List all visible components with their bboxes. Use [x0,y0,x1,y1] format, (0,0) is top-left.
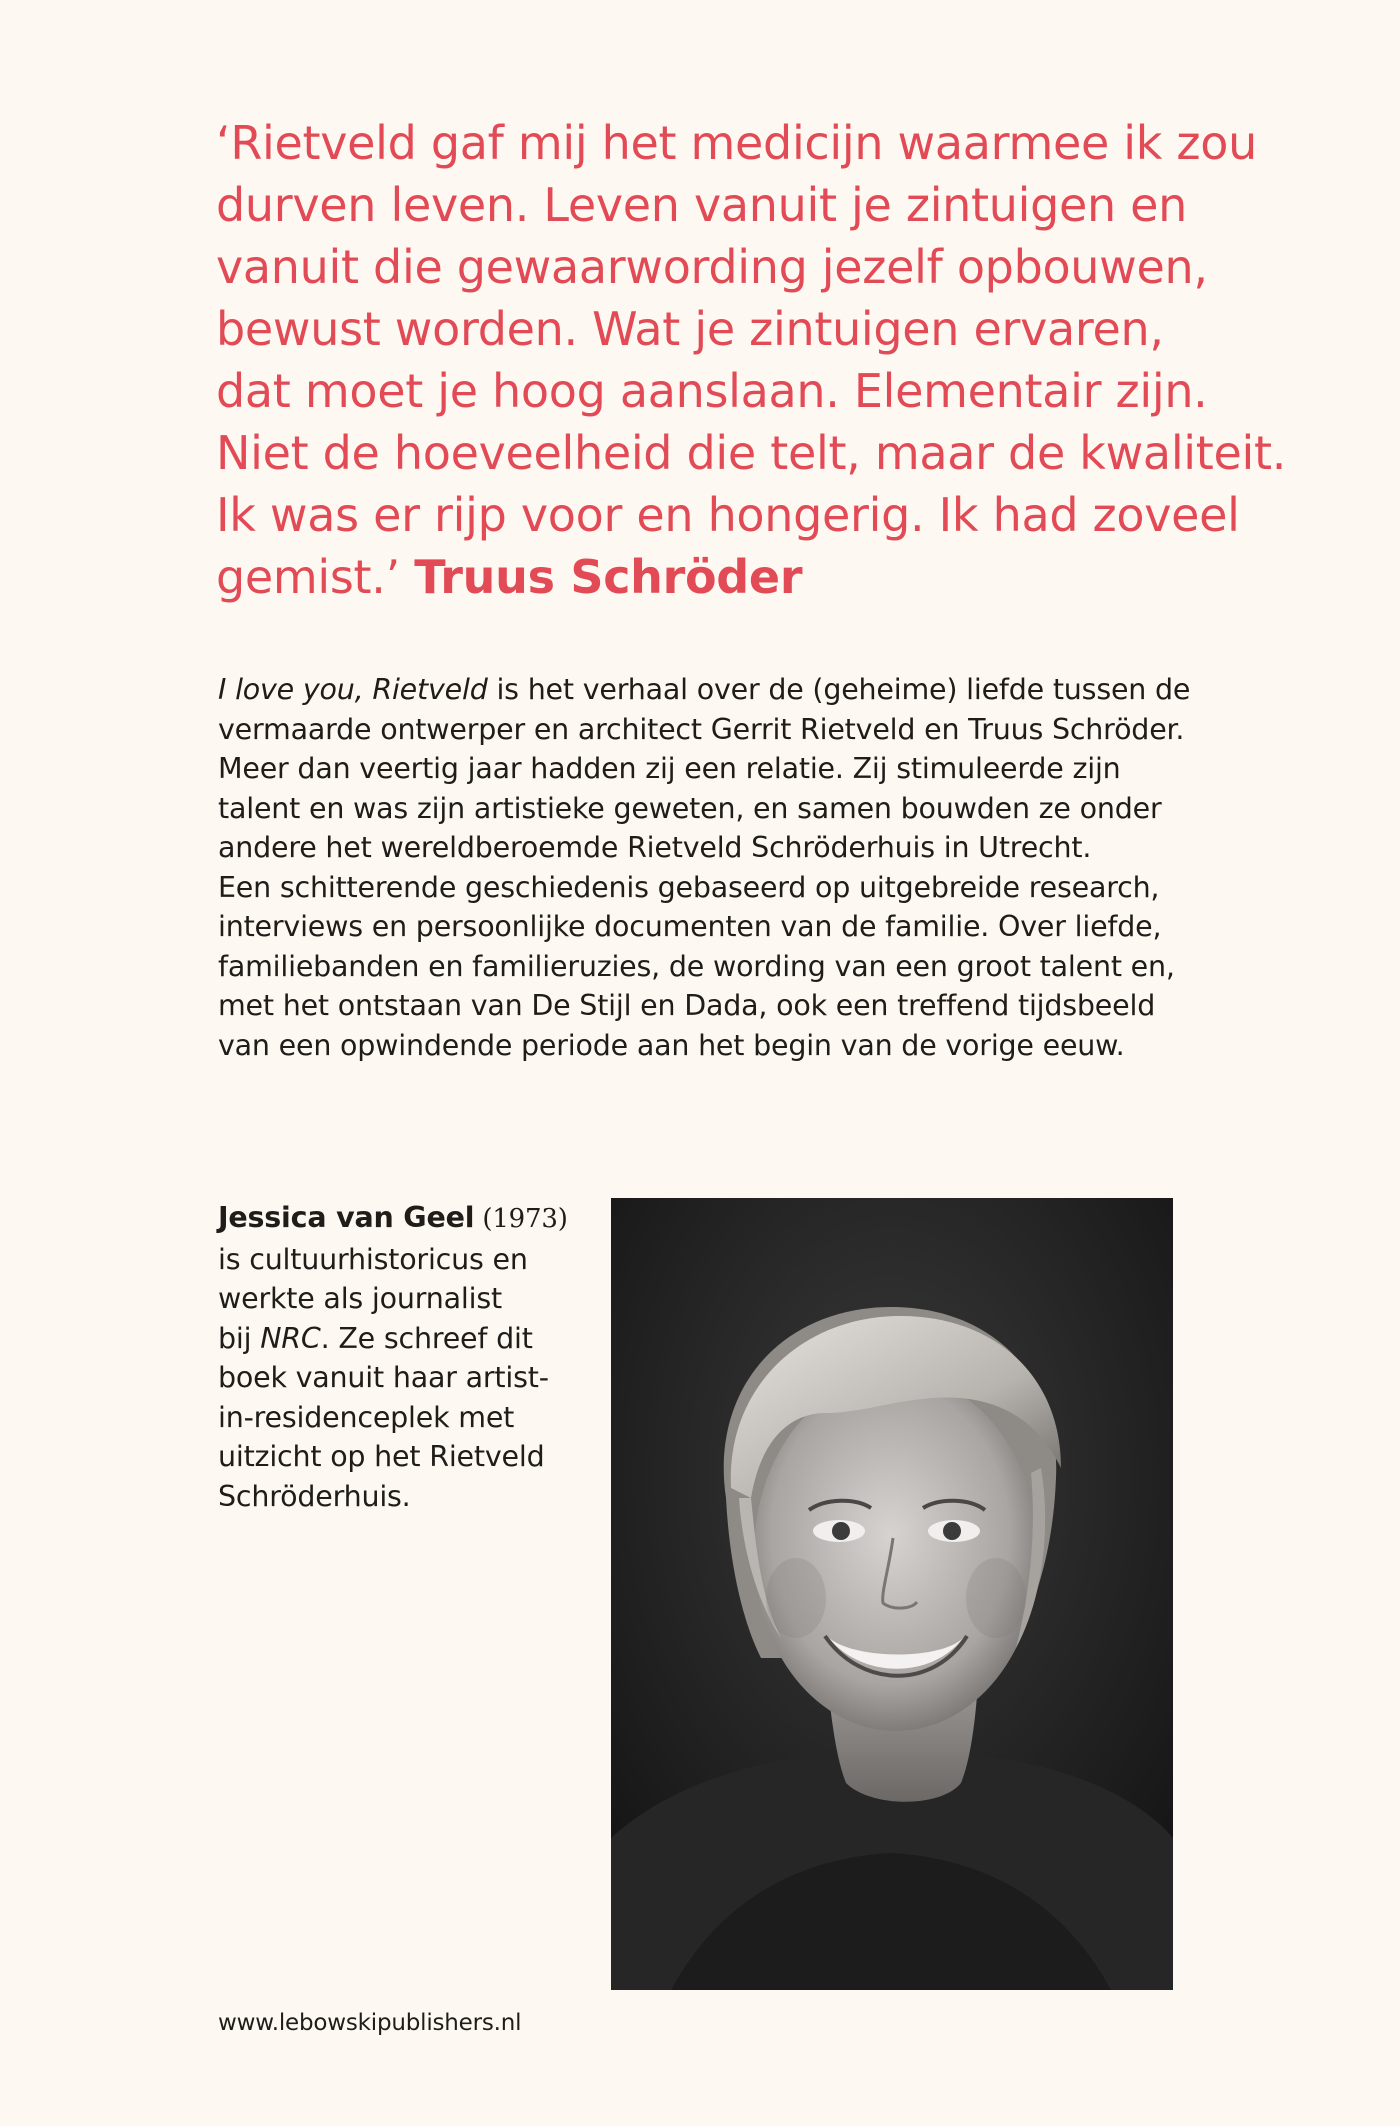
author-birth-year: (1973) [474,1204,568,1234]
quote-last-line [216,546,1216,608]
quote-line-end: gemist.’ [216,550,415,604]
blurb-line: interviews en persoonlijke documenten van de familie. Over liefde, [218,910,1162,943]
book-title: I love you, Rietveld [218,673,488,706]
blurb-line: talent en was zijn artistieke geweten, en samen bouwden ze onder [218,791,1162,825]
blurb-line: familiebanden en familieruzies, de wording van een groot talent en, [218,949,1175,983]
quote-line: vanuit die gewaarwording jezelf opbouwen, [216,240,1208,294]
publisher-website: www.lebowskipublishers.nl [218,2010,522,2036]
newspaper-name: NRC [260,1321,321,1355]
quote-attribution: Truus Schröder [414,550,803,604]
quote-line: Niet de hoeveelheid die telt, maar de kwaliteit. [216,426,1287,480]
bio-line: Schröderhuis. [218,1479,411,1513]
bio-first-line [218,1198,588,1240]
pull-quote [216,112,1287,608]
quote-line: durven leven. Leven vanuit je zintuigen en [216,178,1188,232]
author-photo [611,1198,1173,1990]
bio-line: boek vanuit haar artist- [218,1361,549,1394]
bio-line: uitzicht op het Rietveld [218,1440,545,1473]
quote-line: bewust worden. Wat je zintuigen ervaren, [216,302,1164,356]
author-name: Jessica van Geel [218,1201,475,1234]
author-bio [218,1198,588,1516]
quote-line: dat moet je hoog aanslaan. Elementair zijn. [216,364,1208,418]
bio-text: bij [218,1321,261,1355]
blurb-line: Meer dan veertig jaar hadden zij een relatie. Zij stimuleerde zijn [218,752,1121,785]
blurb-first-line [218,670,1198,710]
blurb-line: van een opwindende periode aan het begin van de vorige eeuw. [218,1028,1125,1062]
bio-line-nrc [218,1319,588,1359]
quote-line: Ik was er rijp voor en hongerig. Ik had zoveel [216,488,1240,542]
quote-line: ‘Rietveld gaf mij het medicijn waarmee ik zou [216,116,1257,170]
author-portrait-image [611,1198,1173,1990]
blurb-line-rest: is het verhaal over de (geheime) liefde tussen de [487,673,1191,706]
book-description [218,670,1198,1065]
blurb-line: andere het wereldberoemde Rietveld Schröderhuis in Utrecht. [218,831,1092,864]
bio-text: . Ze schreef dit [320,1321,533,1355]
bio-line: werkte als journalist [218,1282,502,1315]
bio-line: in-residenceplek met [218,1400,515,1434]
bio-line: is cultuurhistoricus en [218,1242,528,1276]
blurb-line: vermaarde ontwerper en architect Gerrit Rietveld en Truus Schröder. [218,712,1185,746]
blurb-line: met het ontstaan van De Stijl en Dada, ook een treffend tijdsbeeld [218,989,1156,1022]
blurb-line: Een schitterende geschiedenis gebaseerd op uitgebreide research, [218,870,1160,904]
